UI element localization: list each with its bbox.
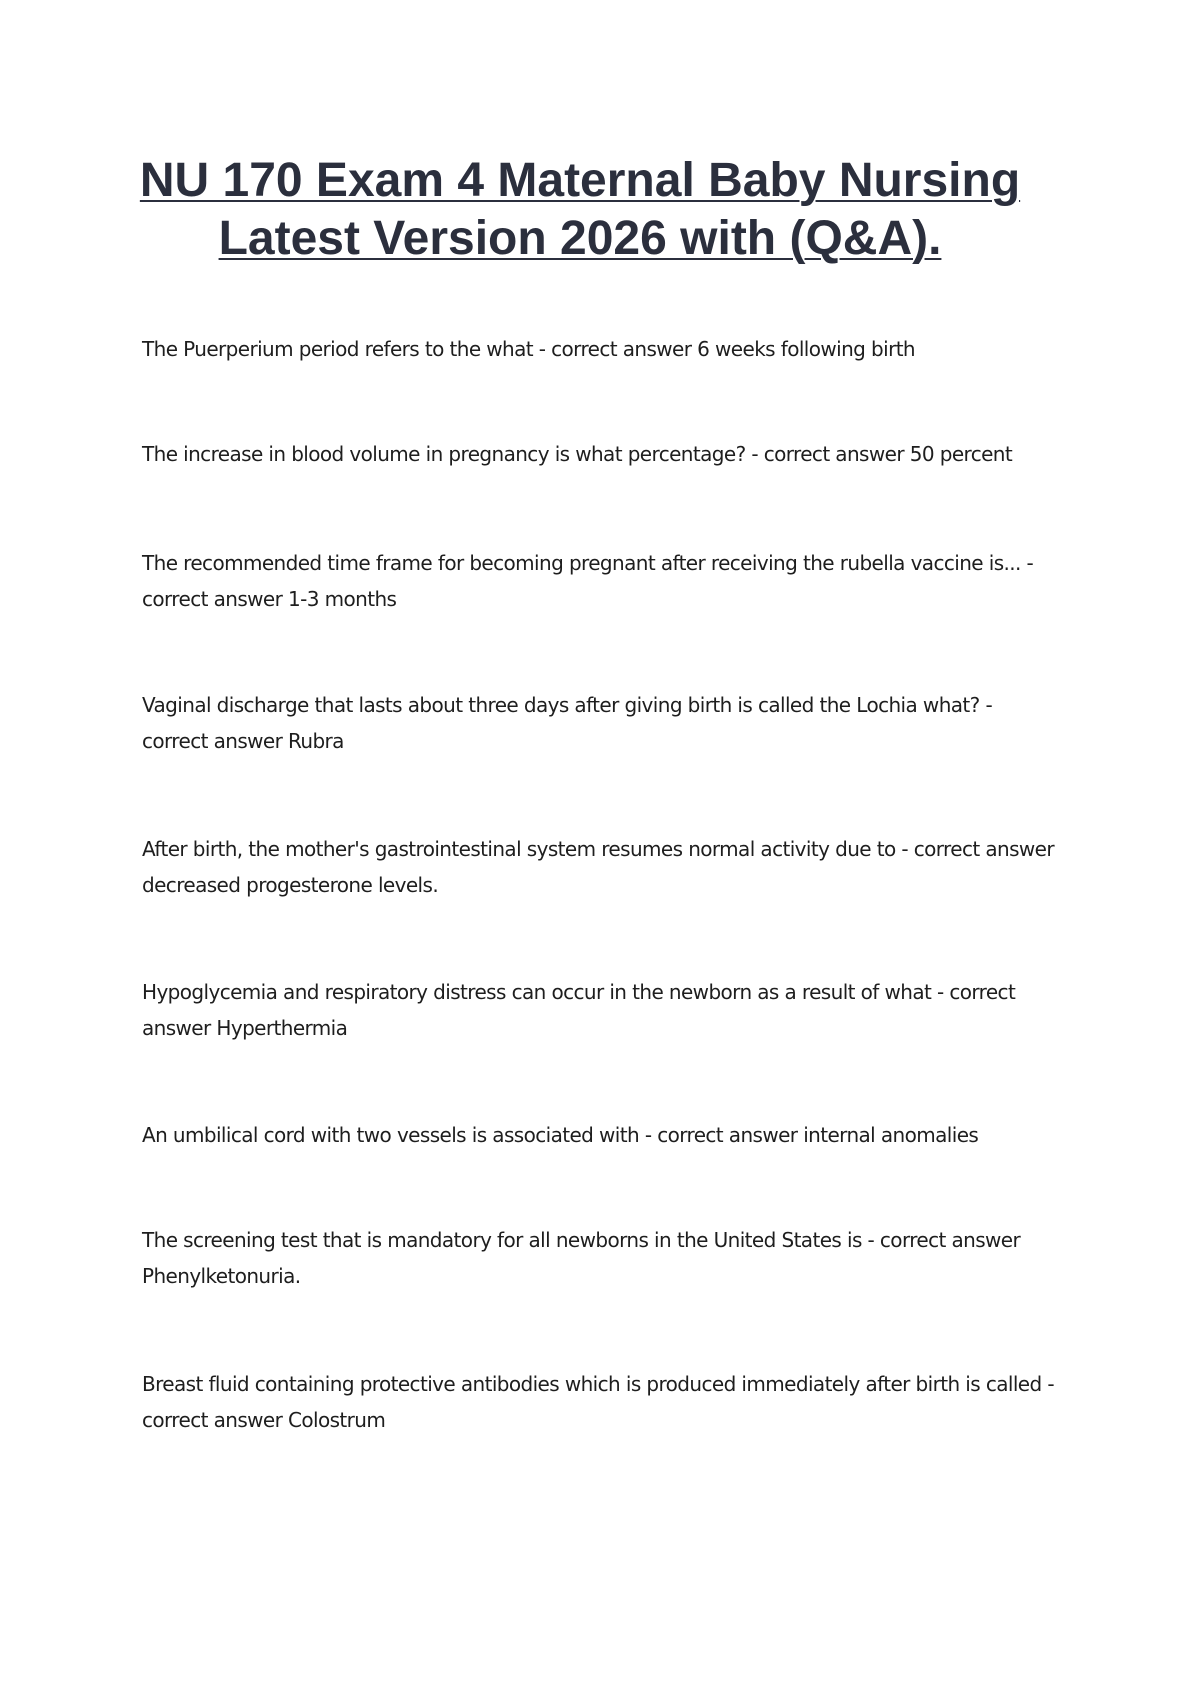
qa-item-1	[142, 331, 1062, 367]
answer-separator: - correct answer	[142, 980, 1016, 1040]
document-title	[130, 152, 1030, 268]
answer-separator: - correct answer	[142, 551, 1034, 611]
answer-text: 1-3 months	[287, 587, 397, 611]
document-title-line-2: Latest Version 2026 with (Q&A).	[218, 212, 942, 265]
answer-separator: - correct answer	[861, 1228, 1021, 1252]
answer-text: Rubra	[287, 729, 344, 753]
qa-item-8	[142, 1222, 1062, 1294]
qa-item-6	[142, 974, 1062, 1046]
qa-item-9	[142, 1366, 1062, 1438]
qa-item-5	[142, 831, 1062, 903]
qa-item-3	[142, 545, 1062, 617]
answer-separator: - correct answer	[895, 837, 1054, 861]
answer-text: 6 weeks following birth	[697, 337, 916, 361]
answer-separator: - correct answer	[533, 337, 698, 361]
answer-text: internal anomalies	[803, 1123, 979, 1147]
question-text: Breast fluid containing protective antibodies which is produced immediately after birth is called	[142, 1372, 1042, 1396]
answer-separator: - correct answer	[745, 442, 910, 466]
answer-text: Phenylketonuria.	[142, 1264, 301, 1288]
question-text: After birth, the mother's gastrointestinal system resumes normal activity due to	[142, 837, 896, 861]
qa-item-2	[142, 436, 1062, 472]
qa-item-4	[142, 687, 1062, 759]
answer-text: 50 percent	[909, 442, 1013, 466]
answer-text: Colostrum	[287, 1408, 386, 1432]
answer-separator: - correct answer	[639, 1123, 804, 1147]
question-text: Hypoglycemia and respiratory distress can occur in the newborn as a result of what	[142, 980, 932, 1004]
question-text: An umbilical cord with two vessels is associated with	[142, 1123, 640, 1147]
answer-text: decreased progesterone levels.	[142, 873, 439, 897]
document-title-line-1: NU 170 Exam 4 Maternal Baby Nursing	[139, 154, 1021, 207]
question-text: The increase in blood volume in pregnancy is what percentage?	[142, 442, 746, 466]
question-text: The screening test that is mandatory for all newborns in the United States is	[142, 1228, 862, 1252]
answer-text: Hyperthermia	[216, 1016, 348, 1040]
answer-separator: - correct answer	[142, 693, 993, 753]
answer-separator: - correct answer	[142, 1372, 1054, 1432]
question-text: Vaginal discharge that lasts about three days after giving birth is called the Lochia what?	[142, 693, 980, 717]
question-text: The Puerperium period refers to the what	[142, 337, 534, 361]
qa-item-7	[142, 1117, 1062, 1153]
question-text: The recommended time frame for becoming pregnant after receiving the rubella vaccine is...	[142, 551, 1021, 575]
